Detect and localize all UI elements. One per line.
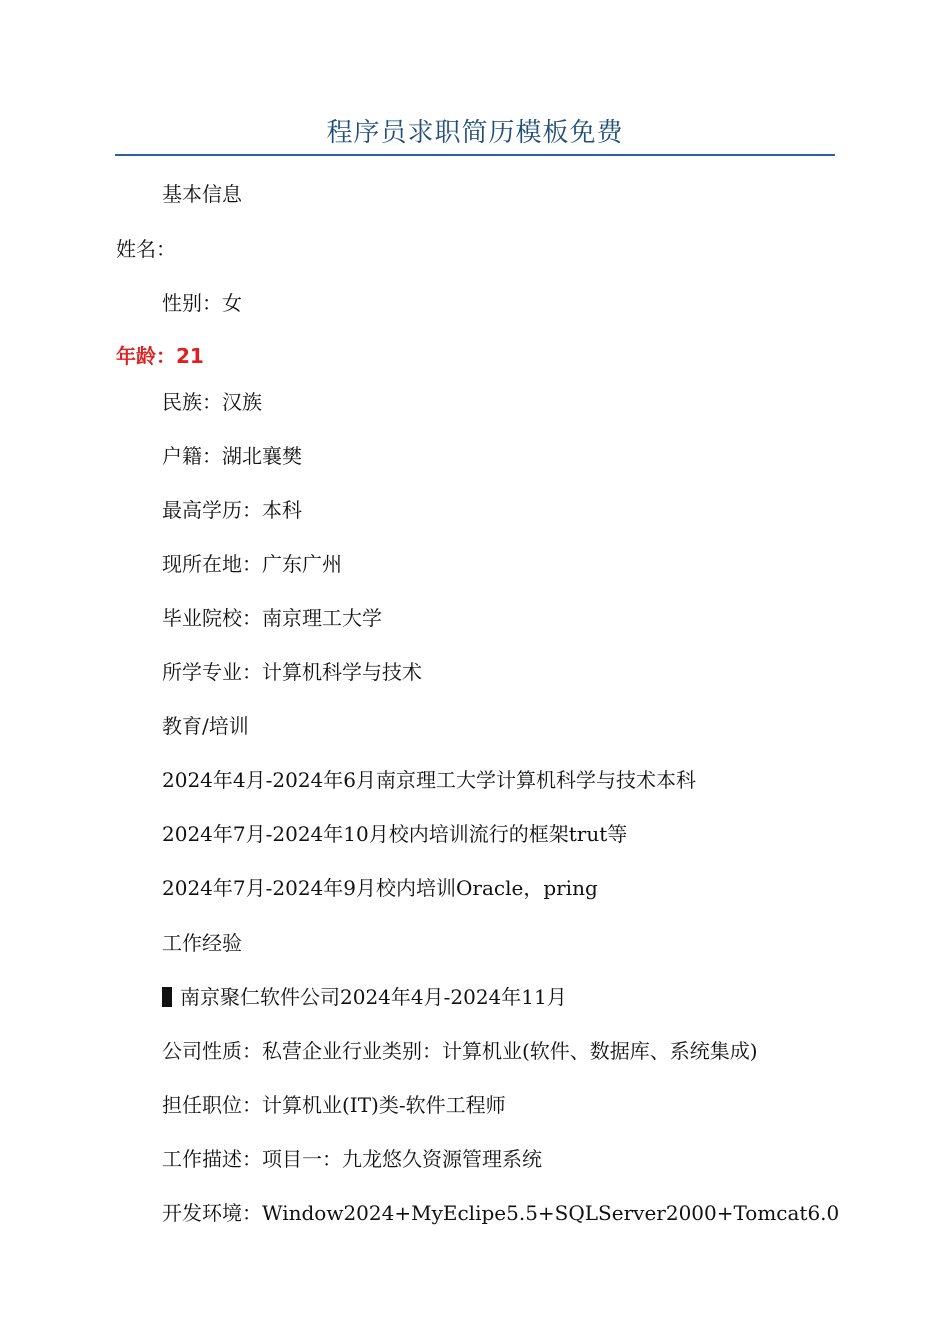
work-description-line: 工作描述：项目一：九龙悠久资源管理系统 (162, 1147, 542, 1171)
gender-line: 性别：女 (162, 291, 242, 315)
education-entry: 2024年4月-2024年6月南京理工大学计算机科学与技术本科 (162, 768, 697, 792)
location-line: 现所在地：广东广州 (162, 552, 342, 576)
document-title: 程序员求职简历模板免费 (326, 118, 624, 148)
hometown-line: 户籍：湖北襄樊 (162, 444, 302, 468)
ethnicity-line: 民族：汉族 (162, 390, 262, 414)
position-line: 担任职位：计算机业(IT)类-软件工程师 (162, 1093, 506, 1117)
company-nature-line: 公司性质：私营企业行业类别：计算机业(软件、数据库、系统集成) (162, 1039, 758, 1063)
bullet-block-icon (162, 987, 172, 1007)
education-entry: 2024年7月-2024年9月校内培训Oracle，pring (162, 876, 598, 900)
work-heading: 工作经验 (162, 931, 242, 955)
company-text: 南京聚仁软件公司2024年4月-2024年11月 (180, 985, 567, 1009)
name-line: 姓名： (116, 237, 176, 261)
school-line: 毕业院校：南京理工大学 (162, 606, 382, 630)
company-line (162, 985, 567, 1009)
basic-info-heading: 基本信息 (162, 182, 242, 206)
education-entry: 2024年7月-2024年10月校内培训流行的框架trut等 (162, 822, 628, 846)
education-level-line: 最高学历：本科 (162, 498, 302, 522)
education-heading: 教育/培训 (162, 714, 249, 738)
title-underline (115, 154, 835, 156)
major-line: 所学专业：计算机科学与技术 (162, 660, 422, 684)
age-line: 年龄：21 (116, 344, 204, 368)
dev-environment-line: 开发环境：Window2024+MyEclipe5.5+SQLServer2000+Tomcat6.0 (162, 1201, 840, 1225)
